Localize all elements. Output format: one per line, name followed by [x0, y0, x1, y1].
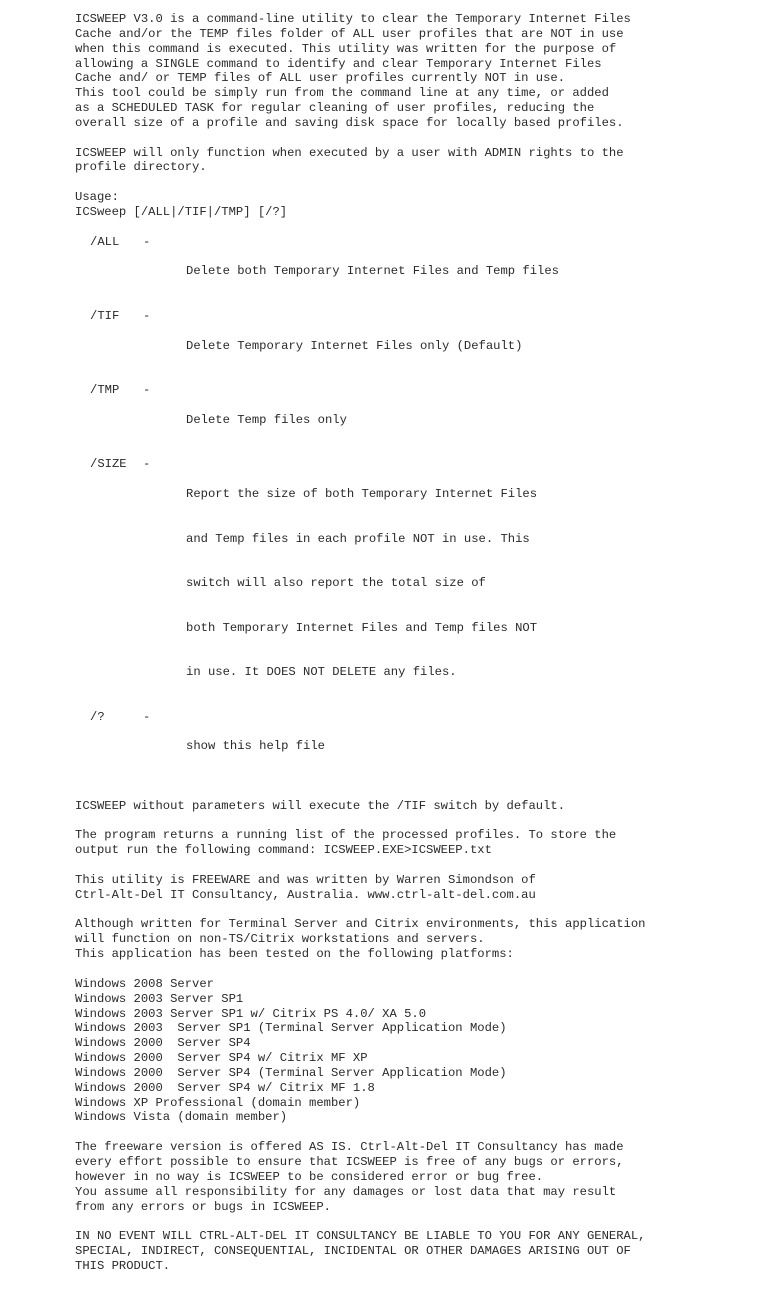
- usage-syntax: ICSweep [/ALL|/TIF|/TMP] [/?]: [75, 204, 288, 219]
- help-document: [75, 12, 755, 1289]
- text-line: The program returns a running list of the processed profiles. To store the: [75, 828, 617, 843]
- option-dash: -: [143, 234, 151, 249]
- usage-label: Usage:: [75, 190, 119, 205]
- disclaimer-paragraph: [75, 1140, 755, 1214]
- option-description-line: Delete Temporary Internet Files only (Default): [186, 338, 523, 353]
- option-name: /SIZE: [90, 457, 127, 472]
- text-line: as a SCHEDULED TASK for regular cleaning of user profiles, reducing the: [75, 101, 595, 116]
- freeware-note-paragraph: [75, 873, 755, 903]
- option-description: [186, 457, 755, 709]
- text-line: every effort possible to ensure that ICSWEEP is free of any bugs or errors,: [75, 1154, 624, 1169]
- default-note-paragraph: [75, 799, 755, 814]
- platforms-intro-paragraph: [75, 917, 755, 962]
- option-description: [186, 309, 755, 383]
- text-line: This tool could be simply run from the command line at any time, or added: [75, 86, 609, 101]
- text-line: This utility is FREEWARE and was written by Warren Simondson of: [75, 872, 536, 887]
- liability-paragraph: [75, 1229, 755, 1274]
- option-description-line: both Temporary Internet Files and Temp files NOT: [186, 620, 538, 635]
- text-line: ICSWEEP will only function when executed by a user with ADMIN rights to the: [75, 145, 624, 160]
- text-line: SPECIAL, INDIRECT, CONSEQUENTIAL, INCIDENTAL OR OTHER DAMAGES ARISING OUT OF: [75, 1244, 631, 1259]
- text-line: however in no way is ICSWEEP to be considered error or bug free.: [75, 1169, 544, 1184]
- option-description-line: Delete both Temporary Internet Files and Temp files: [186, 264, 559, 279]
- platform-item: Windows 2003 Server SP1: [75, 991, 244, 1006]
- text-line: from any errors or bugs in ICSWEEP.: [75, 1199, 331, 1214]
- text-line: profile directory.: [75, 160, 207, 175]
- option-row-all: [75, 235, 755, 309]
- admin-note-paragraph: [75, 146, 755, 176]
- option-name: /?: [90, 709, 105, 724]
- platform-item: Windows 2003 Server SP1 (Terminal Server Application Mode): [75, 1021, 507, 1036]
- text-line: You assume all responsibility for any damages or lost data that may result: [75, 1184, 617, 1199]
- text-line: ICSWEEP without parameters will execute the /TIF switch by default.: [75, 798, 566, 813]
- text-line: will function on non-TS/Citrix workstations and servers.: [75, 932, 485, 947]
- platform-item: Windows Vista (domain member): [75, 1110, 288, 1125]
- option-name: /TIF: [90, 308, 120, 323]
- option-description-line: show this help file: [186, 739, 325, 754]
- platform-item: Windows 2008 Server: [75, 976, 214, 991]
- platforms-list: [75, 977, 755, 1125]
- text-line: Although written for Terminal Server and Citrix environments, this application: [75, 917, 646, 932]
- output-note-paragraph: [75, 828, 755, 858]
- platform-item: Windows XP Professional (domain member): [75, 1095, 361, 1110]
- platform-item: Windows 2000 Server SP4: [75, 1036, 251, 1051]
- option-dash: -: [143, 308, 151, 323]
- option-dash: -: [143, 457, 151, 472]
- text-line: THIS PRODUCT.: [75, 1258, 171, 1273]
- option-row-size: [75, 457, 755, 709]
- text-line: IN NO EVENT WILL CTRL-ALT-DEL IT CONSULTANCY BE LIABLE TO YOU FOR ANY GENERAL,: [75, 1229, 646, 1244]
- text-line: Ctrl-Alt-Del IT Consultancy, Australia. www.ctrl-alt-del.com.au: [75, 887, 536, 902]
- option-description: [186, 383, 755, 457]
- option-dash: -: [143, 709, 151, 724]
- option-row-tmp: [75, 383, 755, 457]
- text-line: This application has been tested on the following platforms:: [75, 947, 514, 962]
- option-description-line: Report the size of both Temporary Internet Files: [186, 487, 538, 501]
- option-name: /TMP: [90, 383, 120, 398]
- usage-section: [75, 190, 755, 784]
- platform-item: Windows 2000 Server SP4 (Terminal Server Application Mode): [75, 1065, 507, 1080]
- option-description-line: in use. It DOES NOT DELETE any files.: [186, 665, 457, 680]
- option-name: /ALL: [90, 234, 120, 249]
- text-line: Cache and/or the TEMP files folder of ALL user profiles that are NOT in use: [75, 26, 624, 41]
- text-line: when this command is executed. This utility was written for the purpose of: [75, 41, 617, 56]
- text-line: allowing a SINGLE command to identify and clear Temporary Internet Files: [75, 56, 602, 71]
- option-description-line: switch will also report the total size of: [186, 576, 486, 591]
- intro-paragraph: [75, 12, 755, 131]
- option-description-line: Delete Temp files only: [186, 412, 347, 427]
- option-description: [186, 235, 755, 309]
- text-line: Cache and/ or TEMP files of ALL user profiles currently NOT in use.: [75, 71, 566, 86]
- spacer-line: [75, 220, 755, 235]
- text-line: output run the following command: ICSWEEP.EXE>ICSWEEP.txt: [75, 843, 492, 858]
- option-row-tif: [75, 309, 755, 383]
- text-line: ICSWEEP V3.0 is a command-line utility to clear the Temporary Internet Files: [75, 12, 631, 26]
- platform-item: Windows 2000 Server SP4 w/ Citrix MF 1.8: [75, 1080, 375, 1095]
- option-dash: -: [143, 383, 151, 398]
- text-line: The freeware version is offered AS IS. Ctrl-Alt-Del IT Consultancy has made: [75, 1140, 624, 1155]
- platform-item: Windows 2003 Server SP1 w/ Citrix PS 4.0/ XA 5.0: [75, 1006, 427, 1021]
- text-line: overall size of a profile and saving disk space for locally based profiles.: [75, 115, 624, 130]
- option-description: [186, 710, 755, 784]
- platform-item: Windows 2000 Server SP4 w/ Citrix MF XP: [75, 1051, 368, 1066]
- option-description-line: and Temp files in each profile NOT in use. This: [186, 531, 530, 546]
- option-row-help: [75, 710, 755, 784]
